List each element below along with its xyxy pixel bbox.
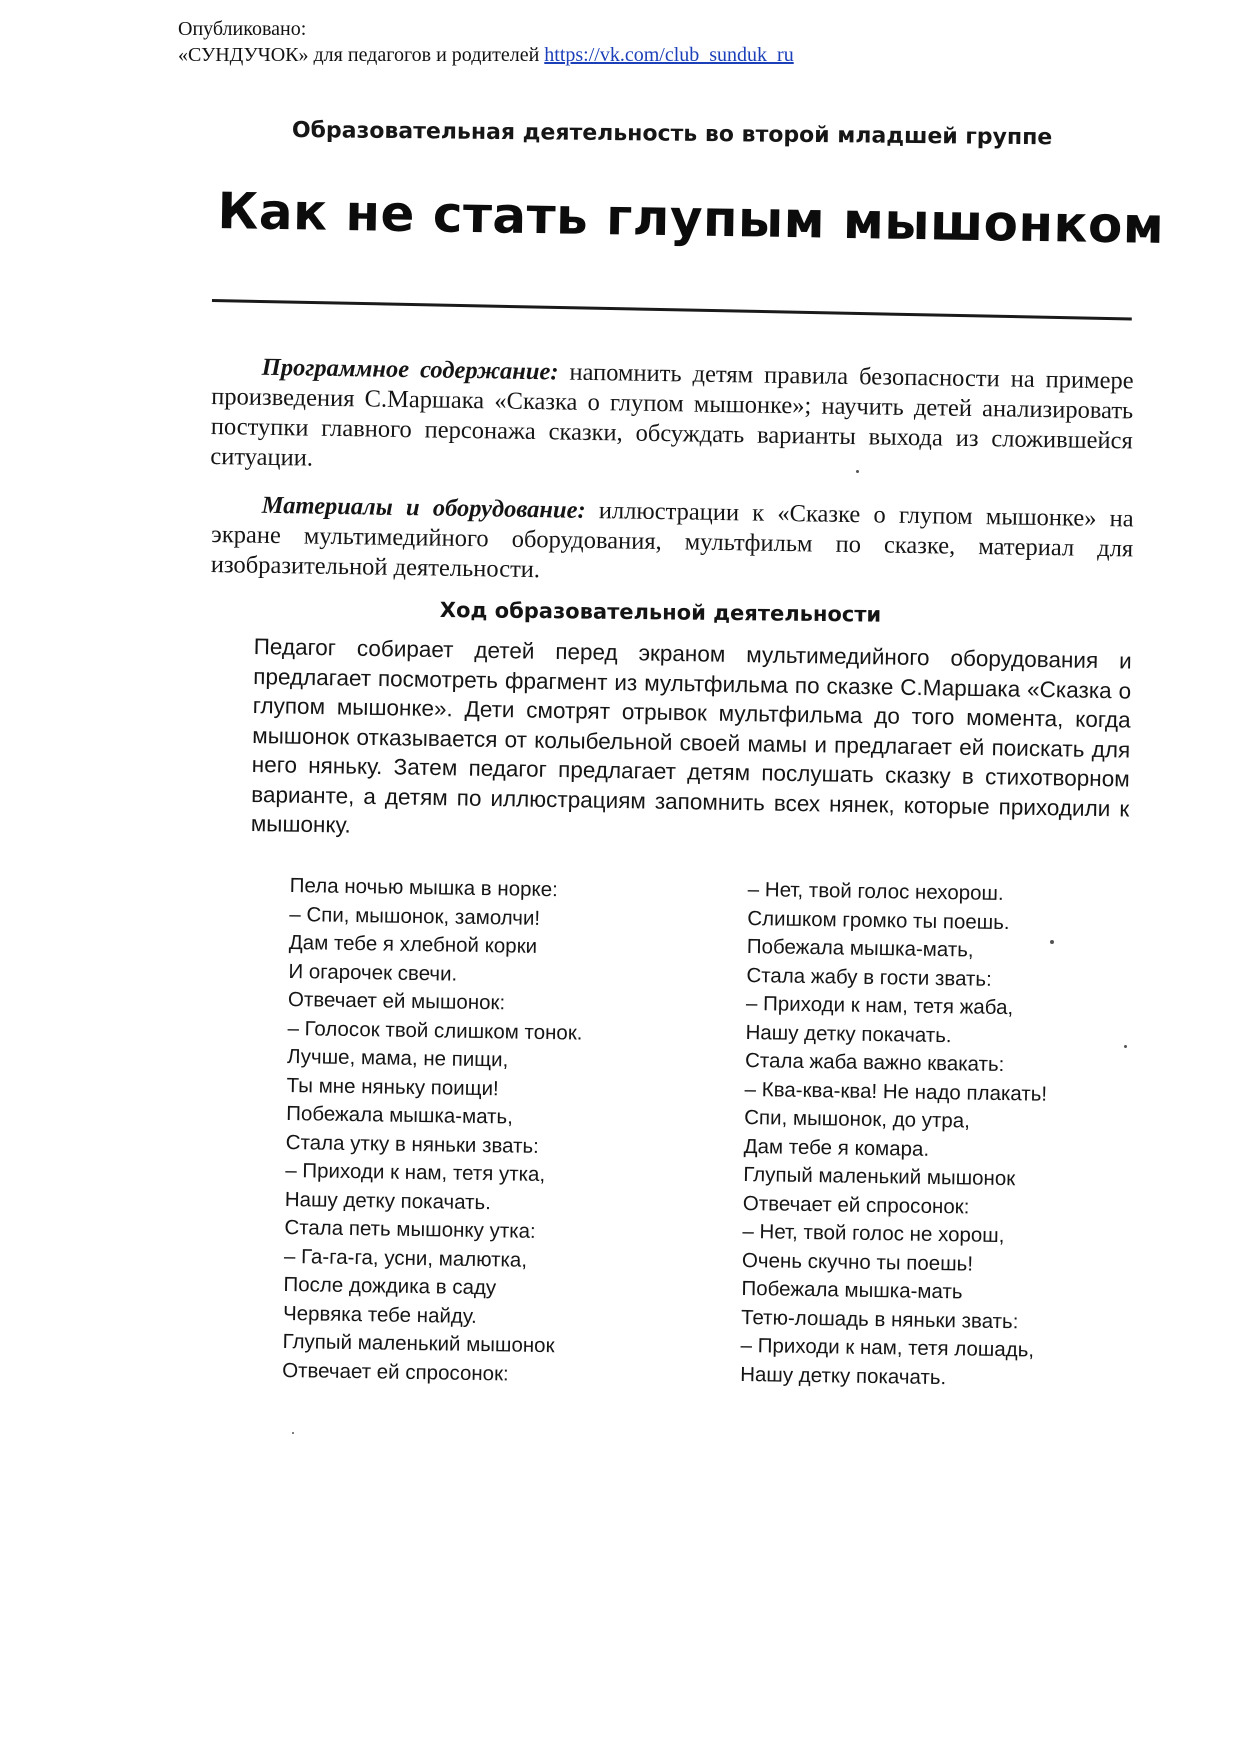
- poem-line: Нашу детку покачать.: [284, 1187, 492, 1214]
- poem-line: Червяка тебе найду.: [282, 1301, 477, 1328]
- published-source-text: «СУНДУЧОК» для педагогов и родителей: [178, 44, 545, 66]
- poem-line: Пела ночью мышка в норке:: [289, 873, 558, 902]
- poem-column-left: [282, 872, 710, 1392]
- poem-line: Дам тебе я комара.: [743, 1134, 930, 1161]
- materials-paragraph: [211, 490, 1134, 594]
- materials-text: иллюстрации к «Сказке о глупом мышонке» на экране мультимедийного оборудования, мультфильм по сказке, материал для изобразительной деятельности.: [210, 496, 1134, 584]
- program-content-paragraph: [210, 352, 1134, 486]
- poem-line: – Ква-ква-ква! Не надо плакать!: [744, 1077, 1048, 1106]
- poem-line: – Голосок твой слишком тонок.: [287, 1016, 583, 1045]
- poem-line: Стала жабу в гости звать:: [746, 963, 992, 991]
- published-label: Опубликовано:: [178, 18, 307, 40]
- program-content-text: напомнить детям правила безопасности на примере произведения С.Маршака «Сказка о глупом мышонке»; научить детей анализировать поступки главного персонажа сказки, обсуждать варианты выхода из сложившейся ситуации.: [210, 358, 1134, 472]
- poem-line: – Спи, мышонок, замолчи!: [289, 902, 541, 930]
- poem-line: Тетю-лошадь в няньки звать:: [740, 1305, 1019, 1333]
- scan-speck: [1050, 940, 1054, 944]
- poem-line: Стала петь мышонку утка:: [284, 1215, 536, 1243]
- title-divider: [212, 299, 1132, 320]
- poem-line: Побежала мышка-мать,: [746, 934, 974, 962]
- poem-line: Очень скучно ты поешь!: [741, 1248, 974, 1276]
- section-heading: Ход образовательной деятельности: [439, 598, 882, 627]
- poem-line: – Приходи к нам, тетя лошадь,: [740, 1333, 1035, 1362]
- source-link[interactable]: https://vk.com/club_sunduk_ru: [544, 44, 794, 66]
- poem-line: Слишком громко ты поешь.: [747, 906, 1010, 934]
- poem-line: Стала жаба важно квакать:: [744, 1048, 1005, 1077]
- poem-line: Отвечает ей спросонок:: [281, 1358, 509, 1385]
- poem-line: Лучше, мама, не пищи,: [286, 1044, 509, 1072]
- program-content-label: Программное содержание:: [261, 353, 559, 386]
- scan-speck: [1124, 1045, 1127, 1048]
- poem-line: После дождика в саду: [283, 1272, 497, 1300]
- poem-line: Дам тебе я хлебной корки: [288, 930, 538, 958]
- poem-line: Нашу детку покачать.: [745, 1020, 952, 1047]
- poem-line: Спи, мышонок, до утра,: [744, 1105, 971, 1133]
- poem-column-right: [740, 876, 1168, 1396]
- poem-line: Ты мне няньку поищи!: [286, 1073, 499, 1100]
- poem-line: Отвечает ей мышонок:: [287, 987, 506, 1015]
- published-source: [178, 42, 794, 68]
- poem-line: Стала утку в няньки звать:: [285, 1130, 540, 1158]
- poem-line: – Приходи к нам, тетя утка,: [285, 1158, 546, 1187]
- poem-line: – Га-га-га, усни, малютка,: [283, 1244, 528, 1272]
- materials-label: Материалы и оборудование:: [261, 491, 586, 524]
- poem-line: Глупый маленький мышонок: [743, 1162, 1016, 1191]
- article-subtitle: Образовательная деятельность во второй младшей группе: [291, 118, 1053, 151]
- poem-line: Побежала мышка-мать: [741, 1276, 963, 1304]
- poem-line: – Нет, твой голос нехорош.: [747, 877, 1004, 906]
- poem-line: Нашу детку покачать.: [739, 1362, 947, 1389]
- poem-line: Побежала мышка-мать,: [286, 1101, 514, 1129]
- poem-line: – Приходи к нам, тетя жаба,: [745, 991, 1014, 1020]
- poem-line: И огарочек свечи.: [288, 959, 458, 986]
- poem-line: Отвечает ей спросонок:: [742, 1191, 970, 1219]
- scan-speck: [292, 1432, 294, 1434]
- scan-speck: [856, 470, 859, 473]
- poem-line: – Нет, твой голос не хорош,: [742, 1219, 1005, 1248]
- article-title: Как не стать глупым мышонком: [217, 182, 1165, 255]
- publication-note: [178, 16, 794, 68]
- poem-line: Глупый маленький мышонок: [282, 1329, 555, 1358]
- activity-narration: Педагог собирает детей перед экраном мультимедийного оборудования и предлагает посмотреть фрагмент из мультфильма по сказке С.Маршака «Сказка о глупом мышонке». Дети смотрят отрывок мультфильма до того момента, когда мышонок отказывается от колыбельной своей мамы и предлагает ей поискать для него няньку. Затем педагог предлагает детям послушать сказку в стихотворном варианте, а детям по иллюстрациям запомнить всех нянек, которые приходили к мышонку.: [250, 633, 1132, 838]
